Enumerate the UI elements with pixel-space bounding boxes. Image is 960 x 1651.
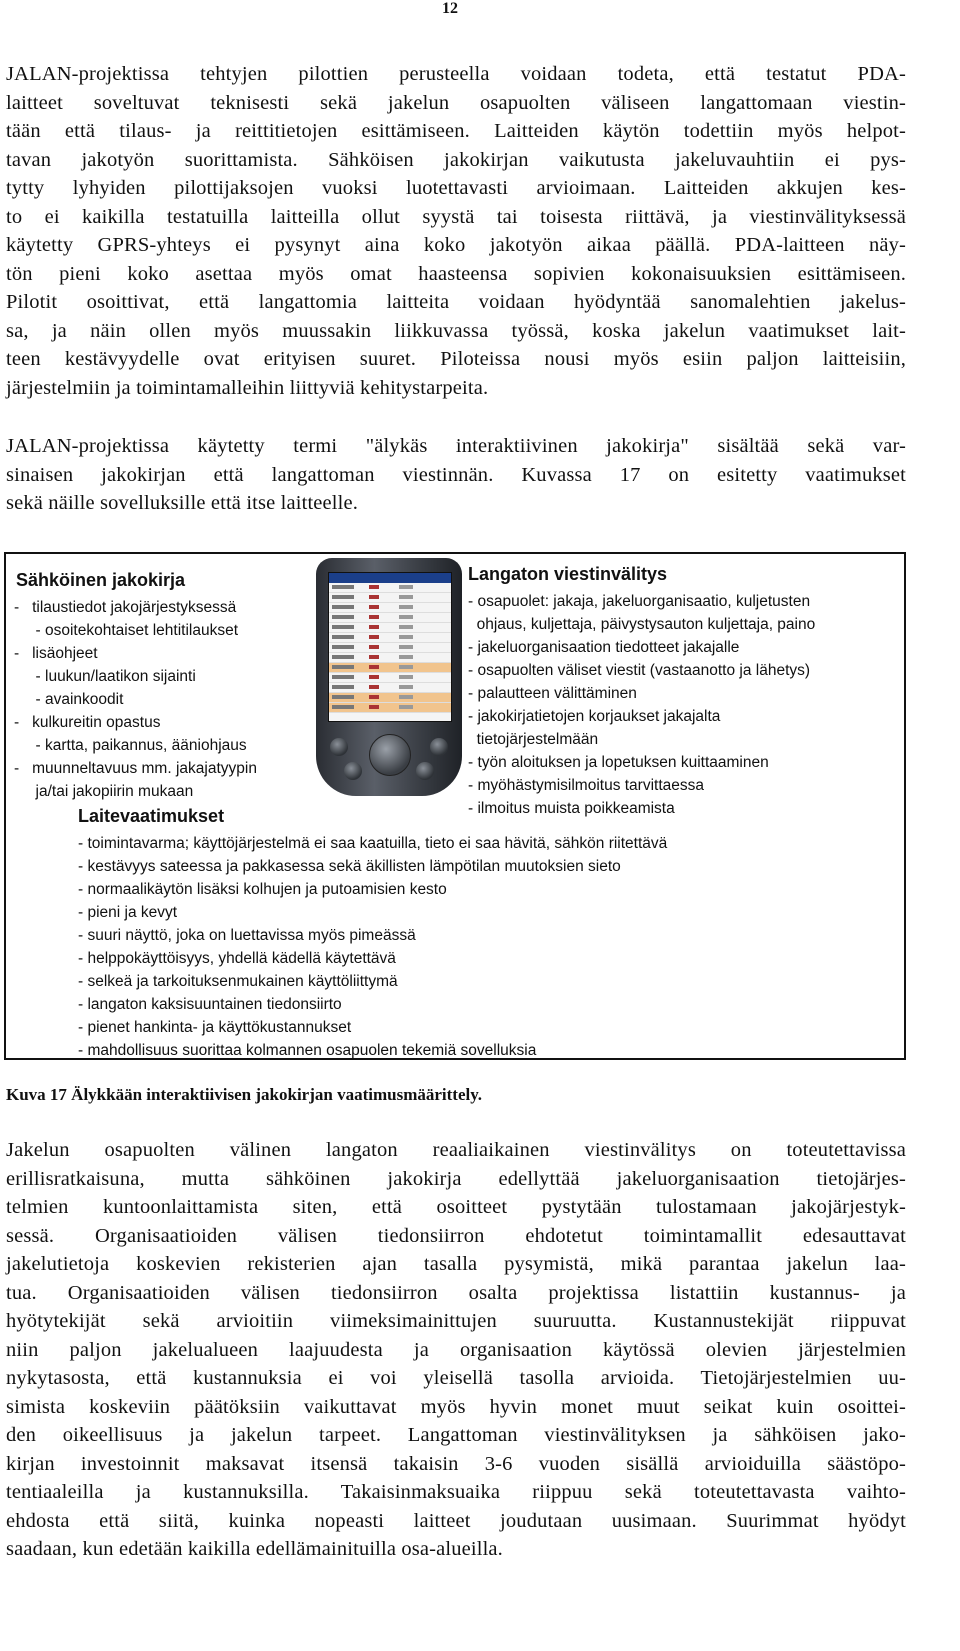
text-line: teen kestävyydelle ovat erityisen suuret. Piloteissa nousi myös esiin paljon laitteisiin, bbox=[6, 348, 906, 370]
pda-screen-row bbox=[329, 593, 451, 603]
list-item: - muunneltavuus mm. jakajatyypin bbox=[14, 760, 257, 777]
page-number: 12 bbox=[442, 0, 458, 17]
pda-button-icon bbox=[344, 762, 362, 780]
text-line: tavan jakotyön suorittamista. Sähköisen jakokirjan vaikutusta jakeluvauhtiin ei pys- bbox=[6, 148, 906, 171]
list-item: - osapuolet: jakaja, jakeluorganisaatio, kuljetusten bbox=[468, 593, 811, 610]
pda-device-image bbox=[316, 558, 462, 796]
pda-cell bbox=[369, 615, 379, 619]
list-item: - palautteen välittäminen bbox=[468, 685, 637, 702]
pda-cell bbox=[369, 655, 379, 659]
list-item: tietojärjestelmään bbox=[468, 731, 599, 748]
list-item: - osoitekohtaiset lehtitilaukset bbox=[14, 622, 239, 639]
pda-cell bbox=[332, 665, 354, 669]
paragraph-3 bbox=[6, 1136, 906, 1564]
pda-cell bbox=[332, 655, 354, 659]
list-item: - lisäohjeet bbox=[14, 645, 98, 662]
text-line: tua. Organisaatioiden välisen tiedonsiirron osalta projektissa listattiin kustannus- ja bbox=[6, 1281, 906, 1304]
pda-titlebar bbox=[329, 573, 451, 583]
list-item: - kulkureitin opastus bbox=[14, 714, 161, 731]
pda-cell bbox=[369, 665, 379, 669]
heading-wireless-messaging: Langaton viestinvälitys bbox=[468, 564, 668, 584]
list-item: - toimintavarma; käyttöjärjestelmä ei saa kaatuilla, tieto ei saa hävitä, sähkön riitettävä bbox=[78, 835, 668, 852]
pda-screen-row bbox=[329, 663, 451, 673]
pda-screen-rows bbox=[329, 583, 451, 713]
pda-cell bbox=[332, 705, 354, 709]
pda-cell bbox=[369, 635, 379, 639]
pda-screen-row bbox=[329, 653, 451, 663]
pda-cell bbox=[332, 645, 354, 649]
list-item: - tilaustiedot jakojärjestyksessä bbox=[14, 599, 237, 616]
pda-cell bbox=[369, 625, 379, 629]
pda-screen-row bbox=[329, 673, 451, 683]
pda-dpad-icon bbox=[369, 734, 411, 776]
text-line: käytetty GPRS-yhteys ei pysynyt aina koko jakotyön aikaa päällä. PDA-laitteen näy- bbox=[6, 234, 906, 256]
pda-cell bbox=[369, 705, 379, 709]
pda-cell bbox=[332, 615, 354, 619]
pda-cell bbox=[369, 675, 379, 679]
paragraph-1 bbox=[6, 60, 906, 402]
list-item: - helppokäyttöisyys, yhdellä kädellä käytettävä bbox=[78, 950, 396, 967]
text-line: JALAN-projektissa käytetty termi "älykäs interaktiivinen jakokirja" sisältää sekä var- bbox=[6, 435, 906, 457]
pda-screen-row bbox=[329, 613, 451, 623]
pda-screen-row bbox=[329, 693, 451, 703]
text-line: Pilotit osoittivat, että langattomia laitteita voidaan hyödyntää sanomalehtien jakelus- bbox=[6, 291, 906, 313]
text-line: erillisratkaisuna, mutta sähköinen jakokirja edellyttää jakeluorganisaation tietojärjes- bbox=[6, 1167, 906, 1190]
text-line: tön pieni koko asettaa myös omat haasteensa sopivien kokonaisuuksien esittämiseen. bbox=[6, 262, 906, 285]
pda-cell bbox=[332, 635, 354, 639]
text-line: tentiaaleilla ja kustannuksilla. Takaisinmaksuaika riippuu sekä toteutettavasta vaihto- bbox=[6, 1481, 906, 1503]
figure-requirements bbox=[4, 552, 906, 1060]
list-item: - selkeä ja tarkoituksenmukainen käyttöliittymä bbox=[78, 973, 398, 990]
pda-cell bbox=[332, 625, 354, 629]
pda-cell bbox=[332, 585, 354, 589]
text-line: laitteet soveltuvat teknisesti sekä jakelun osapuolten väliseen langattomaan viestin- bbox=[6, 91, 906, 114]
list-device-requirements bbox=[78, 832, 667, 1062]
paragraph-2 bbox=[6, 432, 906, 518]
text-line: sekä näille sovelluksille että itse laitteelle. bbox=[6, 492, 359, 514]
text-line: tään että tilaus- ja reittitietojen esittämiseen. Laitteiden käytön todettiin myös helpot- bbox=[6, 120, 906, 142]
text-line: jakelutietoja koskevien rekisterien ajan tasalla pysymistä, mikä parantaa jakelun laa- bbox=[6, 1253, 906, 1275]
pda-cell bbox=[369, 605, 379, 609]
pda-cell bbox=[399, 585, 413, 589]
pda-cell bbox=[399, 645, 413, 649]
heading-electronic-route-book: Sähköinen jakokirja bbox=[16, 570, 186, 590]
pda-cell bbox=[399, 605, 413, 609]
pda-screen-row bbox=[329, 703, 451, 713]
text-line: tytty lyhyiden pilottijaksojen vuoksi luotettavasti arvioimaan. Laitteiden akkujen kes- bbox=[6, 177, 906, 199]
text-line: sinaisen jakokirjan että langattoman viestinnän. Kuvassa 17 on esitetty vaatimukset bbox=[6, 463, 906, 486]
pda-button-icon bbox=[330, 738, 348, 756]
pda-cell bbox=[369, 595, 379, 599]
list-item: - pieni ja kevyt bbox=[78, 904, 178, 921]
pda-cell bbox=[332, 595, 354, 599]
pda-button-icon bbox=[416, 762, 434, 780]
pda-cell bbox=[369, 585, 379, 589]
pda-cell bbox=[332, 695, 354, 699]
pda-screen-row bbox=[329, 633, 451, 643]
pda-cell bbox=[399, 625, 413, 629]
text-line: sessä. Organisaatioiden välisen tiedonsiirron ehdotetut toimintamallit edesauttavat bbox=[6, 1224, 906, 1247]
figure-caption: Kuva 17 Älykkään interaktiivisen jakokirjan vaatimusmäärittely. bbox=[6, 1085, 483, 1104]
list-item: - luukun/laatikon sijainti bbox=[14, 668, 196, 685]
pda-cell bbox=[399, 635, 413, 639]
pda-cell bbox=[399, 655, 413, 659]
pda-cell bbox=[332, 675, 354, 679]
text-line: telmien kuntoonlaittamista siten, että osoitteet pystytään tulostamaan jakojärjestyk- bbox=[6, 1196, 906, 1218]
list-item: - langaton kaksisuuntainen tiedonsiirto bbox=[78, 996, 342, 1013]
pda-cell bbox=[369, 685, 379, 689]
text-line: Jakelun osapuolten välinen langaton reaaliaikainen viestinvälitys on toteutettavissa bbox=[6, 1139, 906, 1161]
text-line: simista koskeviin päätöksiin vaikuttavat myös hyvin monet muut seikat kuin osoittei- bbox=[6, 1395, 906, 1418]
pda-button-icon bbox=[430, 738, 448, 756]
pda-screen bbox=[328, 572, 452, 722]
list-item: - työn aloituksen ja lopetuksen kuittaaminen bbox=[468, 754, 769, 771]
text-line: ehdosta että siitä, kuinka nopeasti laitteet joudutaan uusimaan. Suurimmat hyödyt bbox=[6, 1509, 906, 1532]
heading-device-requirements: Laitevaatimukset bbox=[78, 806, 225, 826]
list-wireless-messaging bbox=[468, 590, 815, 820]
list-electronic-route-book bbox=[14, 596, 257, 803]
pda-screen-row bbox=[329, 643, 451, 653]
text-line: niin paljon jakelualueen laajuudesta ja organisaation käytössä olevien järjestelmien bbox=[6, 1338, 906, 1361]
list-item: ja/tai jakopiirin mukaan bbox=[14, 783, 194, 800]
text-line: järjestelmiin ja toimintamalleihin liittyviä kehitystarpeita. bbox=[6, 376, 489, 399]
list-item: - jakokirjatietojen korjaukset jakajalta bbox=[468, 708, 721, 725]
list-item: ohjaus, kuljettaja, päivystysauton kuljettaja, paino bbox=[468, 616, 816, 633]
list-item: - jakeluorganisaation tiedotteet jakajalle bbox=[468, 639, 740, 656]
pda-cell bbox=[399, 695, 413, 699]
pda-cell bbox=[399, 595, 413, 599]
pda-cell bbox=[399, 705, 413, 709]
pda-cell bbox=[399, 665, 413, 669]
list-item: - suuri näyttö, joka on luettavissa myös pimeässä bbox=[78, 927, 416, 944]
list-item: - osapuolten väliset viestit (vastaanotto ja lähetys) bbox=[468, 662, 811, 679]
list-item: - myöhästymisilmoitus tarvittaessa bbox=[468, 777, 705, 794]
pda-cell bbox=[399, 685, 413, 689]
text-line: JALAN-projektissa tehtyjen pilottien perusteella voidaan todeta, että testatut PDA- bbox=[6, 63, 906, 85]
list-item: - ilmoitus muista poikkeamista bbox=[468, 800, 675, 817]
text-line: den oikeellisuus ja jakelun tarpeet. Langattoman viestinvälityksen ja sähköisen jako- bbox=[6, 1424, 906, 1446]
text-line: kirjan investoinnit maksavat itsensä takaisin 3-6 vuoden sisällä arvioiduilla säästöpo- bbox=[6, 1452, 906, 1475]
list-item: - pienet hankinta- ja käyttökustannukset bbox=[78, 1019, 352, 1036]
pda-cell bbox=[399, 675, 413, 679]
pda-screen-row bbox=[329, 683, 451, 693]
text-line: saadaan, kun edetään kaikilla edellämainituilla osa-alueilla. bbox=[6, 1538, 503, 1560]
pda-screen-row bbox=[329, 603, 451, 613]
text-line: sa, ja näin ollen myös muussakin liikkuvassa työssä, koska jakelun vaatimukset lait- bbox=[6, 319, 906, 342]
pda-cell bbox=[332, 685, 354, 689]
pda-cell bbox=[369, 695, 379, 699]
list-item: - avainkoodit bbox=[14, 691, 124, 708]
list-item: - mahdollisuus suorittaa kolmannen osapuolen tekemiä sovelluksia bbox=[78, 1042, 537, 1059]
pda-screen-row bbox=[329, 623, 451, 633]
pda-cell bbox=[399, 615, 413, 619]
text-line: hyötytekijät sekä arvioitiin viimeksimainittujen suuruutta. Kustannustekijät riippuvat bbox=[6, 1310, 906, 1332]
list-item: - normaalikäytön lisäksi kolhujen ja putoamisien kesto bbox=[78, 881, 447, 898]
list-item: - kartta, paikannus, ääniohjaus bbox=[14, 737, 247, 754]
pda-cell bbox=[369, 645, 379, 649]
text-line: to ei kaikilla testatuilla laitteilla ollut syystä tai toisesta riittävä, ja viestinvälityksessä bbox=[6, 205, 906, 228]
text-line: nykytasosta, että kustannuksia ei voi yleisellä tasolla arvioida. Tietojärjestelmien uu- bbox=[6, 1367, 906, 1389]
list-item: - kestävyys sateessa ja pakkasessa sekä äkillisten lämpötilan muutoksien sieto bbox=[78, 858, 621, 875]
pda-cell bbox=[332, 605, 354, 609]
pda-screen-row bbox=[329, 583, 451, 593]
